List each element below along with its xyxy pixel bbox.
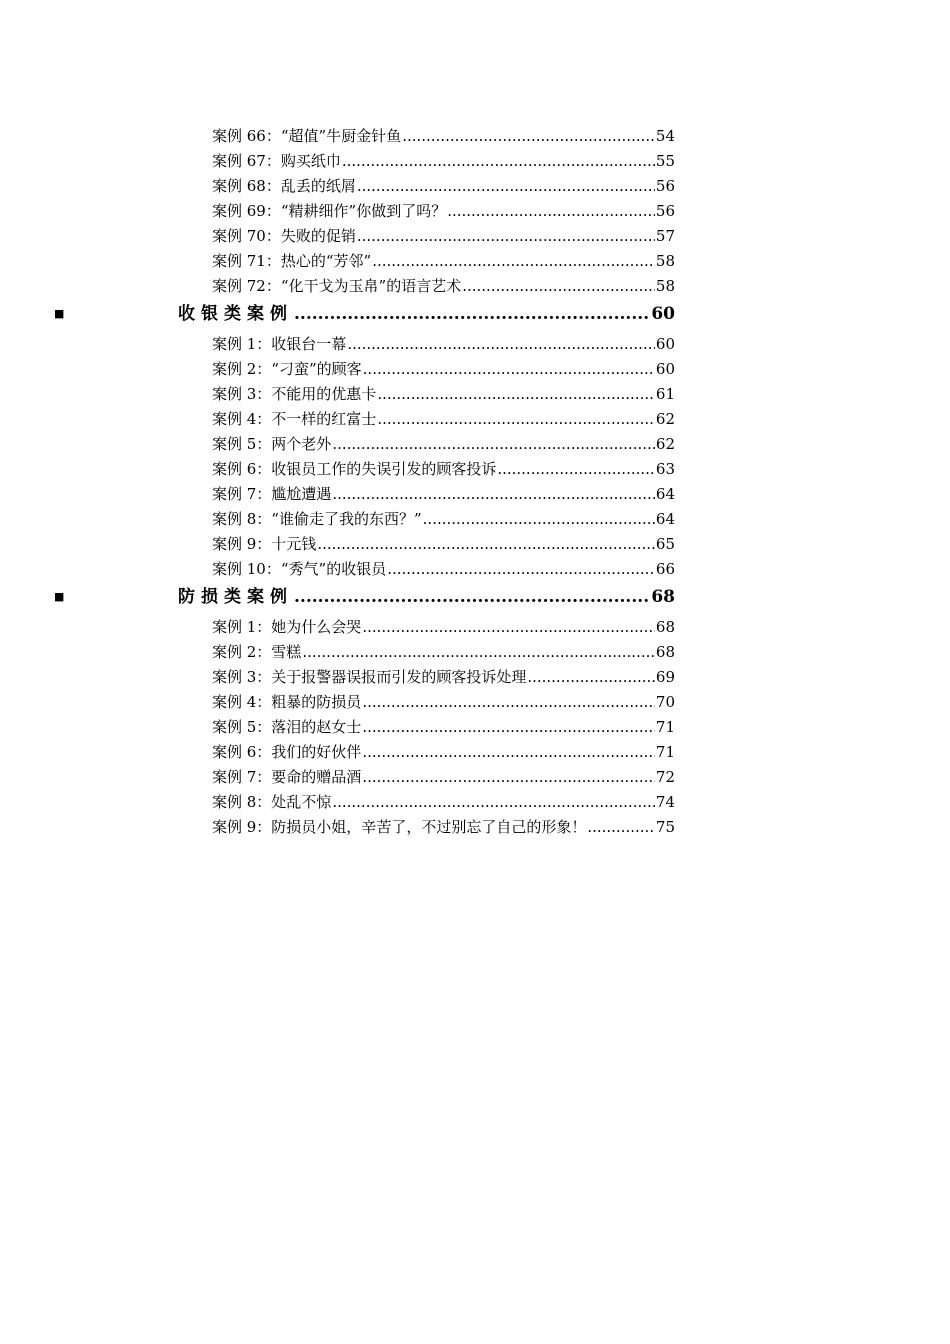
toc-entry-title: 案例 2：雪糕 xyxy=(212,643,302,661)
toc-entry[interactable] xyxy=(0,199,950,224)
toc-entry[interactable] xyxy=(0,532,950,557)
toc-entry[interactable] xyxy=(0,249,950,274)
toc-entry-title: 案例 72：“化干戈为玉帛”的语言艺术 xyxy=(212,277,462,295)
toc-entry-page: 65 xyxy=(655,535,675,553)
toc-entry[interactable] xyxy=(0,149,950,174)
dot-leader xyxy=(462,274,655,299)
toc-entry[interactable] xyxy=(0,382,950,407)
toc-entry-page: 57 xyxy=(655,227,675,245)
toc-entry-page: 75 xyxy=(655,818,675,836)
dot-leader xyxy=(362,765,655,790)
toc-entry-title: 案例 8：“谁偷走了我的东西？” xyxy=(212,510,422,528)
toc-entry-title: 案例 6：收银员工作的失误引发的顾客投诉 xyxy=(212,460,497,478)
toc-entry-title: 案例 68：乱丢的纸屑 xyxy=(212,177,356,195)
dot-leader xyxy=(357,224,655,249)
toc-entry-page: 58 xyxy=(655,277,675,295)
dot-leader xyxy=(294,582,650,612)
toc-entry-page: 56 xyxy=(655,202,675,220)
square-bullet-icon: ■ xyxy=(54,590,65,603)
toc-entry-page: 69 xyxy=(655,668,675,686)
toc-section-page: 68 xyxy=(651,587,675,607)
dot-leader xyxy=(362,690,655,715)
dot-leader xyxy=(377,382,655,407)
toc-entry[interactable] xyxy=(0,665,950,690)
toc-entry[interactable] xyxy=(0,332,950,357)
toc-entry[interactable] xyxy=(0,690,950,715)
toc-entry-page: 70 xyxy=(655,693,675,711)
toc-entry-page: 56 xyxy=(655,177,675,195)
toc-entry-page: 62 xyxy=(655,435,675,453)
toc-entry-title: 案例 66：“超值”牛厨金针鱼 xyxy=(212,127,402,145)
toc-entry-title: 案例 4：不一样的红富士 xyxy=(212,410,377,428)
dot-leader xyxy=(527,665,655,690)
toc-entry-page: 66 xyxy=(655,560,675,578)
toc-entry-title: 案例 2：“刁蛮”的顾客 xyxy=(212,360,362,378)
toc-entry[interactable] xyxy=(0,457,950,482)
toc-entry-page: 64 xyxy=(655,485,675,503)
toc-entry-title: 案例 6：我们的好伙伴 xyxy=(212,743,362,761)
toc-entry-title: 案例 1：她为什么会哭 xyxy=(212,618,362,636)
toc-entry-title: 案例 4：粗暴的防损员 xyxy=(212,693,362,711)
toc-entry-title: 案例 5：落泪的赵女士 xyxy=(212,718,362,736)
toc-entry-title: 案例 5：两个老外 xyxy=(212,435,332,453)
dot-leader xyxy=(423,507,655,532)
dot-leader xyxy=(387,557,655,582)
dot-leader xyxy=(362,615,655,640)
toc-entry-page: 60 xyxy=(655,335,675,353)
toc-entry[interactable] xyxy=(0,615,950,640)
toc-entry-page: 55 xyxy=(655,152,675,170)
toc-entry-page: 68 xyxy=(655,643,675,661)
toc-entry-page: 71 xyxy=(655,718,675,736)
toc-section-page: 60 xyxy=(651,304,675,324)
toc-entry[interactable] xyxy=(0,274,950,299)
toc-entry-page: 71 xyxy=(655,743,675,761)
toc-entry-title: 案例 10：“秀气”的收银员 xyxy=(212,560,387,578)
toc-entry[interactable] xyxy=(0,482,950,507)
toc-entry-title: 案例 9：十元钱 xyxy=(212,535,317,553)
toc-entry-title: 案例 69：“精耕细作”你做到了吗？ xyxy=(212,202,447,220)
toc-entry-page: 64 xyxy=(655,510,675,528)
toc-entry-page: 74 xyxy=(655,793,675,811)
dot-leader xyxy=(302,640,655,665)
dot-leader xyxy=(332,790,655,815)
toc-entry[interactable] xyxy=(0,507,950,532)
dot-leader xyxy=(362,740,655,765)
toc-section-title: 收银类案例 xyxy=(178,304,293,324)
dot-leader xyxy=(363,357,655,382)
toc-entry-title: 案例 3：不能用的优惠卡 xyxy=(212,385,377,403)
toc-entry-title: 案例 70：失败的促销 xyxy=(212,227,356,245)
toc-entry-page: 60 xyxy=(655,360,675,378)
toc-entry-title: 案例 71：热心的“芳邻” xyxy=(212,252,372,270)
toc-entry-title: 案例 7：要命的赠品酒 xyxy=(212,768,362,786)
toc-entry-page: 61 xyxy=(655,385,675,403)
toc-entry-title: 案例 3：关于报警器误报而引发的顾客投诉处理 xyxy=(212,668,527,686)
toc-entry-page: 72 xyxy=(655,768,675,786)
table-of-contents xyxy=(0,124,950,840)
dot-leader xyxy=(317,532,655,557)
dot-leader xyxy=(587,815,655,840)
toc-entry[interactable] xyxy=(0,224,950,249)
toc-entry-title: 案例 9：防损员小姐，辛苦了，不过别忘了自己的形象！ xyxy=(212,818,587,836)
dot-leader xyxy=(342,149,655,174)
toc-entry[interactable] xyxy=(0,432,950,457)
toc-entry-title: 案例 7：尴尬遭遇 xyxy=(212,485,332,503)
dot-leader xyxy=(294,299,650,329)
toc-entry-title: 案例 8：处乱不惊 xyxy=(212,793,332,811)
toc-entry-page: 68 xyxy=(655,618,675,636)
dot-leader xyxy=(402,124,655,149)
dot-leader xyxy=(357,174,655,199)
toc-entry[interactable] xyxy=(0,174,950,199)
toc-section-cashier[interactable] xyxy=(0,299,950,329)
dot-leader xyxy=(447,199,655,224)
toc-entry[interactable] xyxy=(0,640,950,665)
dot-leader xyxy=(377,407,655,432)
toc-section-title: 防损类案例 xyxy=(178,587,293,607)
toc-entry-page: 63 xyxy=(655,460,675,478)
toc-entry[interactable] xyxy=(0,357,950,382)
dot-leader xyxy=(497,457,655,482)
toc-entry[interactable] xyxy=(0,765,950,790)
square-bullet-icon: ■ xyxy=(54,307,65,320)
dot-leader xyxy=(332,432,655,457)
toc-entry-page: 54 xyxy=(655,127,675,145)
toc-entry[interactable] xyxy=(0,124,950,149)
toc-entry-page: 62 xyxy=(655,410,675,428)
toc-entry[interactable] xyxy=(0,815,950,840)
toc-entry-page: 58 xyxy=(655,252,675,270)
dot-leader xyxy=(372,249,655,274)
dot-leader xyxy=(332,482,655,507)
toc-entry[interactable] xyxy=(0,790,950,815)
toc-entry-title: 案例 67：购买纸巾 xyxy=(212,152,341,170)
toc-entry-title: 案例 1：收银台一幕 xyxy=(212,335,347,353)
toc-entry[interactable] xyxy=(0,715,950,740)
toc-section-loss-prevention[interactable] xyxy=(0,582,950,612)
dot-leader xyxy=(347,332,655,357)
dot-leader xyxy=(362,715,655,740)
toc-entry[interactable] xyxy=(0,557,950,582)
toc-entry[interactable] xyxy=(0,740,950,765)
toc-entry[interactable] xyxy=(0,407,950,432)
